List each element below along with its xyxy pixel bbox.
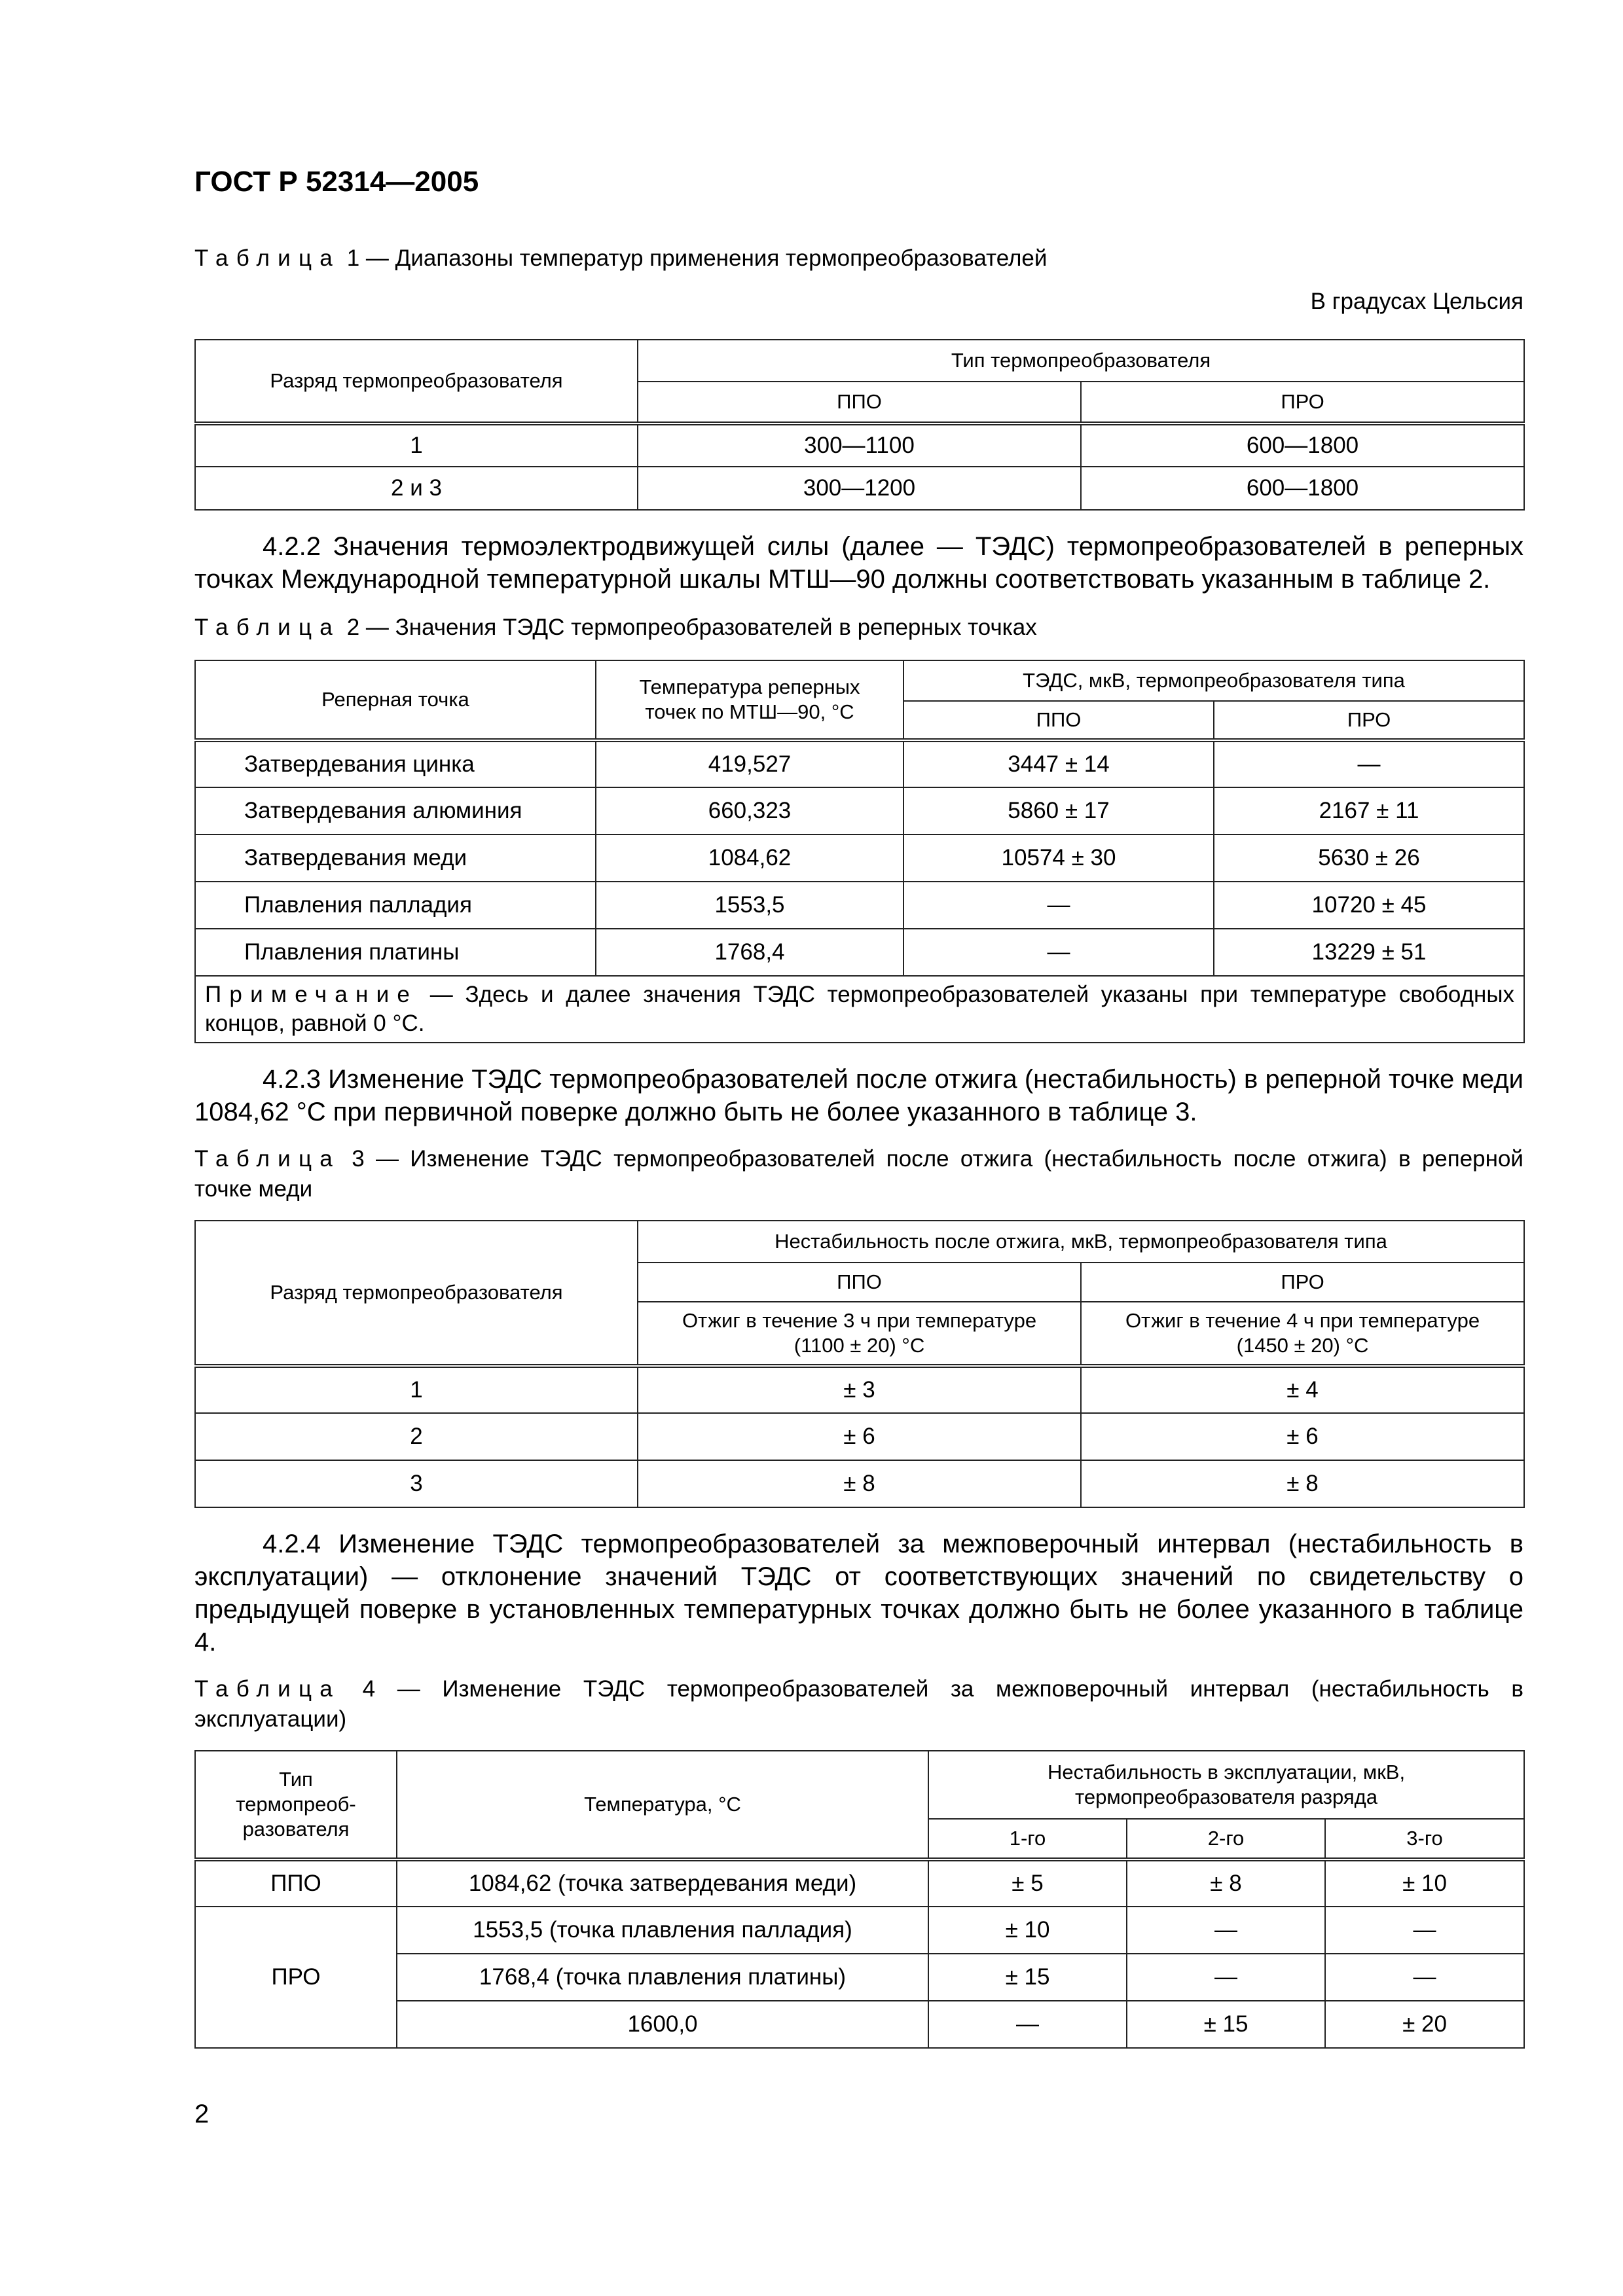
table4-cell-rank1: ± 15 (928, 1954, 1127, 2001)
table1-unit: В градусах Цельсия (1310, 289, 1523, 314)
table1-caption-prefix: Таблица (194, 245, 340, 271)
table4-cell-temp: 1768,4 (точка плавления платины) (397, 1954, 928, 2001)
standard-header: ГОСТ Р 52314—2005 (194, 166, 479, 198)
table2-cell-ppo: — (903, 929, 1214, 976)
table4-cell-type-ppo: ППО (195, 1859, 397, 1907)
table3-header-instability: Нестабильность после отжига, мкВ, термопреобразователя типа (638, 1221, 1524, 1263)
table2-cell-temp: 419,527 (596, 740, 903, 787)
table4-type-line3: разователя (242, 1818, 350, 1840)
table-row (195, 423, 1524, 467)
table3-cell-rank: 1 (195, 1366, 638, 1413)
table3-pro-anneal-line1: Отжиг в течение 4 ч при температуре (1125, 1309, 1480, 1332)
table4-cell-rank2: — (1127, 1907, 1325, 1954)
table3-caption-prefix: Таблица (194, 1146, 340, 1172)
table3-header-ppo: ППО (638, 1263, 1081, 1302)
table-row (195, 467, 1524, 510)
table3-caption (194, 1144, 1523, 1204)
page-number: 2 (194, 2100, 210, 2128)
table2-cell-temp: 1553,5 (596, 882, 903, 929)
table2 (194, 660, 1525, 1043)
table3-header-pro: ПРО (1081, 1263, 1524, 1302)
table4-header-instability (928, 1751, 1524, 1819)
table2-cell-pro: — (1214, 740, 1524, 787)
table1-header-type: Тип термопреобразователя (638, 340, 1524, 382)
table1-cell-ppo: 300—1200 (638, 467, 1081, 510)
table-row (195, 929, 1524, 976)
table2-note-prefix: Примечание (205, 982, 418, 1007)
table4-cell-temp: 1084,62 (точка затвердевания меди) (397, 1859, 928, 1907)
table2-header-temp-line1: Температура реперных (639, 675, 860, 698)
table2-cell-ppo: 5860 ± 17 (903, 787, 1214, 834)
table2-cell-temp: 1768,4 (596, 929, 903, 976)
table2-cell-pro: 10720 ± 45 (1214, 882, 1524, 929)
table3-ppo-anneal-line2: (1100 ± 20) °С (793, 1334, 925, 1357)
table1-caption (194, 243, 1523, 274)
table4-cell-rank2: ± 15 (1127, 2001, 1325, 2048)
table3-header-pro-anneal (1081, 1302, 1524, 1366)
table2-cell-pro: 2167 ± 11 (1214, 787, 1524, 834)
table2-cell-ppo: 3447 ± 14 (903, 740, 1214, 787)
table4-instab-line1: Нестабильность в эксплуатации, мкВ, (1047, 1761, 1406, 1784)
table1-cell-ppo: 300—1100 (638, 423, 1081, 467)
table3-caption-text: 3 — Изменение ТЭДС термопреобразователей после отжига (нестабильность после отжига) в реперной точке меди (194, 1146, 1523, 1202)
table4-cell-temp: 1600,0 (397, 2001, 928, 2048)
table2-header-ppo: ППО (903, 701, 1214, 740)
table3-pro-anneal-line2: (1450 ± 20) °С (1236, 1334, 1369, 1357)
table2-cell-point: Затвердевания алюминия (195, 787, 596, 834)
table-row (195, 882, 1524, 929)
table2-caption (194, 613, 1523, 643)
table3-cell-pro: ± 4 (1081, 1366, 1524, 1413)
table2-header-temp (596, 660, 903, 740)
table3-header-rank: Разряд термопреобразователя (195, 1221, 638, 1366)
table2-header-emf: ТЭДС, мкВ, термопреобразователя типа (903, 660, 1524, 701)
table-row (195, 787, 1524, 834)
table2-cell-point: Плавления палладия (195, 882, 596, 929)
table1-cell-pro: 600—1800 (1081, 423, 1524, 467)
table3-cell-rank: 3 (195, 1460, 638, 1507)
table4-cell-rank2: — (1127, 1954, 1325, 2001)
table4-instab-line2: термопреобразователя разряда (1075, 1785, 1377, 1808)
table2-header-temp-line2: точек по МТШ—90, °С (645, 700, 854, 723)
paragraph-4-2-3: 4.2.3 Изменение ТЭДС термопреобразователей после отжига (нестабильность) в реперной точке меди 1084,62 °С при первичной поверке должно быть не более указанного в таблице 3. (194, 1065, 1523, 1126)
table4-header-rank1: 1-го (928, 1819, 1127, 1859)
table4-cell-temp: 1553,5 (точка плавления палладия) (397, 1907, 928, 1954)
table4-caption-prefix: Таблица (194, 1676, 340, 1702)
table2-cell-pro: 13229 ± 51 (1214, 929, 1524, 976)
table3 (194, 1220, 1525, 1508)
table2-cell-ppo: 10574 ± 30 (903, 834, 1214, 882)
document-page (194, 164, 1523, 2049)
table1-header-rank: Разряд термопреобразователя (195, 340, 638, 423)
table1-cell-rank: 1 (195, 423, 638, 467)
table2-cell-point: Плавления платины (195, 929, 596, 976)
table4-cell-rank1: ± 10 (928, 1907, 1127, 1954)
table1 (194, 339, 1525, 511)
table4 (194, 1750, 1525, 2049)
table2-cell-temp: 1084,62 (596, 834, 903, 882)
table-row (195, 1859, 1524, 1907)
table2-header-pro: ПРО (1214, 701, 1524, 740)
table4-type-line1: Тип (279, 1768, 313, 1791)
table4-type-line2: термопреоб- (236, 1793, 356, 1816)
table4-cell-rank3: — (1325, 1907, 1524, 1954)
table3-cell-ppo: ± 6 (638, 1413, 1081, 1460)
table4-cell-rank3: ± 10 (1325, 1859, 1524, 1907)
table4-caption-text: 4 — Изменение ТЭДС термопреобразователей за межповерочный интервал (нестабильность в эксплуатации) (194, 1676, 1523, 1732)
table2-cell-pro: 5630 ± 26 (1214, 834, 1524, 882)
table3-cell-pro: ± 6 (1081, 1413, 1524, 1460)
table2-header-point: Реперная точка (195, 660, 596, 740)
table-row (195, 1413, 1524, 1460)
table2-caption-text: 2 — Значения ТЭДС термопреобразователей в реперных точках (340, 615, 1037, 640)
table2-cell-point: Затвердевания меди (195, 834, 596, 882)
table3-cell-rank: 2 (195, 1413, 638, 1460)
table4-cell-type-pro: ПРО (195, 1907, 397, 2048)
table2-cell-ppo: — (903, 882, 1214, 929)
table1-header-ppo: ППО (638, 382, 1081, 423)
table4-header-temp: Температура, °С (397, 1751, 928, 1859)
table4-header-rank3: 3-го (1325, 1819, 1524, 1859)
table-row (195, 1460, 1524, 1507)
table1-cell-pro: 600—1800 (1081, 467, 1524, 510)
table1-header-pro: ПРО (1081, 382, 1524, 423)
table3-cell-pro: ± 8 (1081, 1460, 1524, 1507)
table2-note (195, 976, 1524, 1043)
paragraph-4-2-2: 4.2.2 Значения термоэлектродвижущей силы (далее — ТЭДС) термопреобразователей в реперных точках Международной температурной шкалы МТШ—90 должны соответствовать указанным в таблице 2. (194, 532, 1523, 594)
paragraph-4-2-4: 4.2.4 Изменение ТЭДС термопреобразователей за межповерочный интервал (нестабильность в эксплуатации) — отклонение значений ТЭДС от соответствующих значений по свидетельству о предыдущей поверке в установленных температурных точках должно быть не более указанного в таблице 4. (194, 1530, 1523, 1657)
table4-cell-rank3: — (1325, 1954, 1524, 2001)
table-row (195, 740, 1524, 787)
table3-cell-ppo: ± 3 (638, 1366, 1081, 1413)
table4-header-type (195, 1751, 397, 1859)
table-row (195, 834, 1524, 882)
table3-cell-ppo: ± 8 (638, 1460, 1081, 1507)
table4-caption (194, 1674, 1523, 1734)
table3-header-ppo-anneal (638, 1302, 1081, 1366)
table2-caption-prefix: Таблица (194, 615, 340, 640)
table2-note-text: — Здесь и далее значения ТЭДС термопреобразователей указаны при температуре свободных концов, равной 0 °С. (205, 982, 1515, 1036)
table3-ppo-anneal-line1: Отжиг в течение 3 ч при температуре (682, 1309, 1037, 1332)
table-row (195, 1366, 1524, 1413)
table1-cell-rank: 2 и 3 (195, 467, 638, 510)
table4-cell-rank2: ± 8 (1127, 1859, 1325, 1907)
table2-note-row (195, 976, 1524, 1043)
table2-cell-point: Затвердевания цинка (195, 740, 596, 787)
table-row (195, 1907, 1524, 1954)
table4-header-rank2: 2-го (1127, 1819, 1325, 1859)
table2-cell-temp: 660,323 (596, 787, 903, 834)
table4-cell-rank1: — (928, 2001, 1127, 2048)
table1-caption-text: 1 — Диапазоны температур применения термопреобразователей (340, 245, 1048, 271)
table4-cell-rank3: ± 20 (1325, 2001, 1524, 2048)
table4-cell-rank1: ± 5 (928, 1859, 1127, 1907)
